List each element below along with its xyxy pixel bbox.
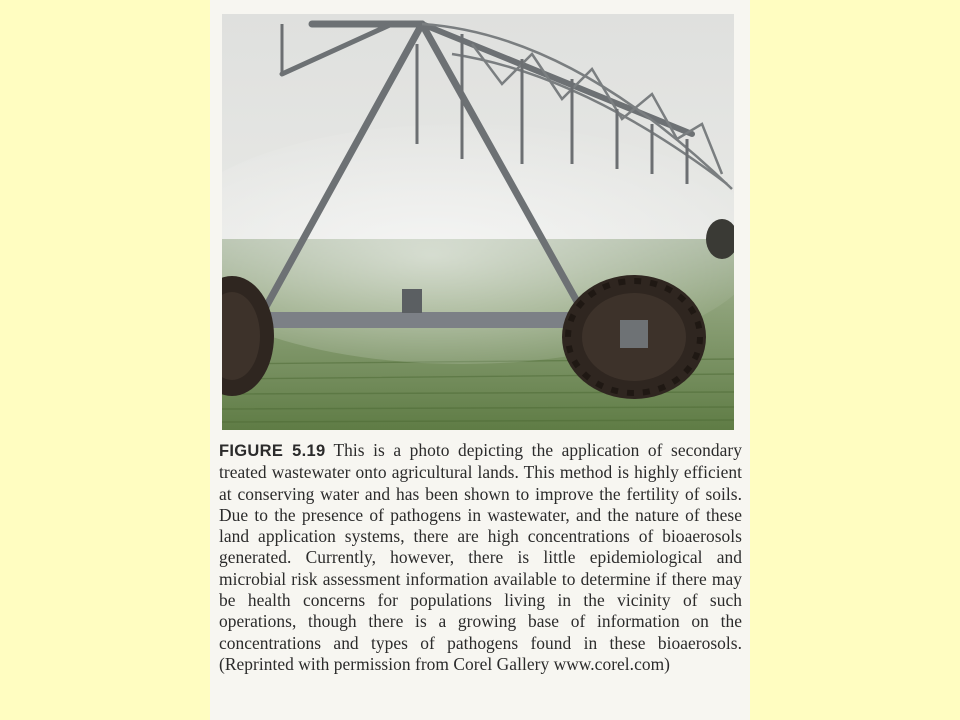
figure-caption bbox=[219, 440, 742, 675]
center-pivot-irrigation-image bbox=[222, 14, 734, 430]
book-page bbox=[210, 0, 750, 720]
gearbox bbox=[402, 289, 422, 313]
caption-text: This is a photo depicting the application of secondary treated wastewater onto agricultural lands. This method is highly efficient at conserving water and has been shown to improve the fertility of soils. Due to the presence of pathogens in wastewater, and the nature of these land application systems, there are high concentrations of bioaerosols generated. Currently, however, there is little epidemiological and microbial risk assessment information available to determine if there may be health concerns for populations living in the vicinity of such operations, though there is a growing base of information on the concentrations and types of pathogens found in these bioaerosols. (Reprinted with permission from Corel Gallery www.corel.com) bbox=[219, 440, 742, 674]
right-wheel bbox=[562, 275, 706, 399]
irrigation-photo bbox=[222, 14, 734, 430]
figure-label: FIGURE 5.19 bbox=[219, 442, 326, 460]
